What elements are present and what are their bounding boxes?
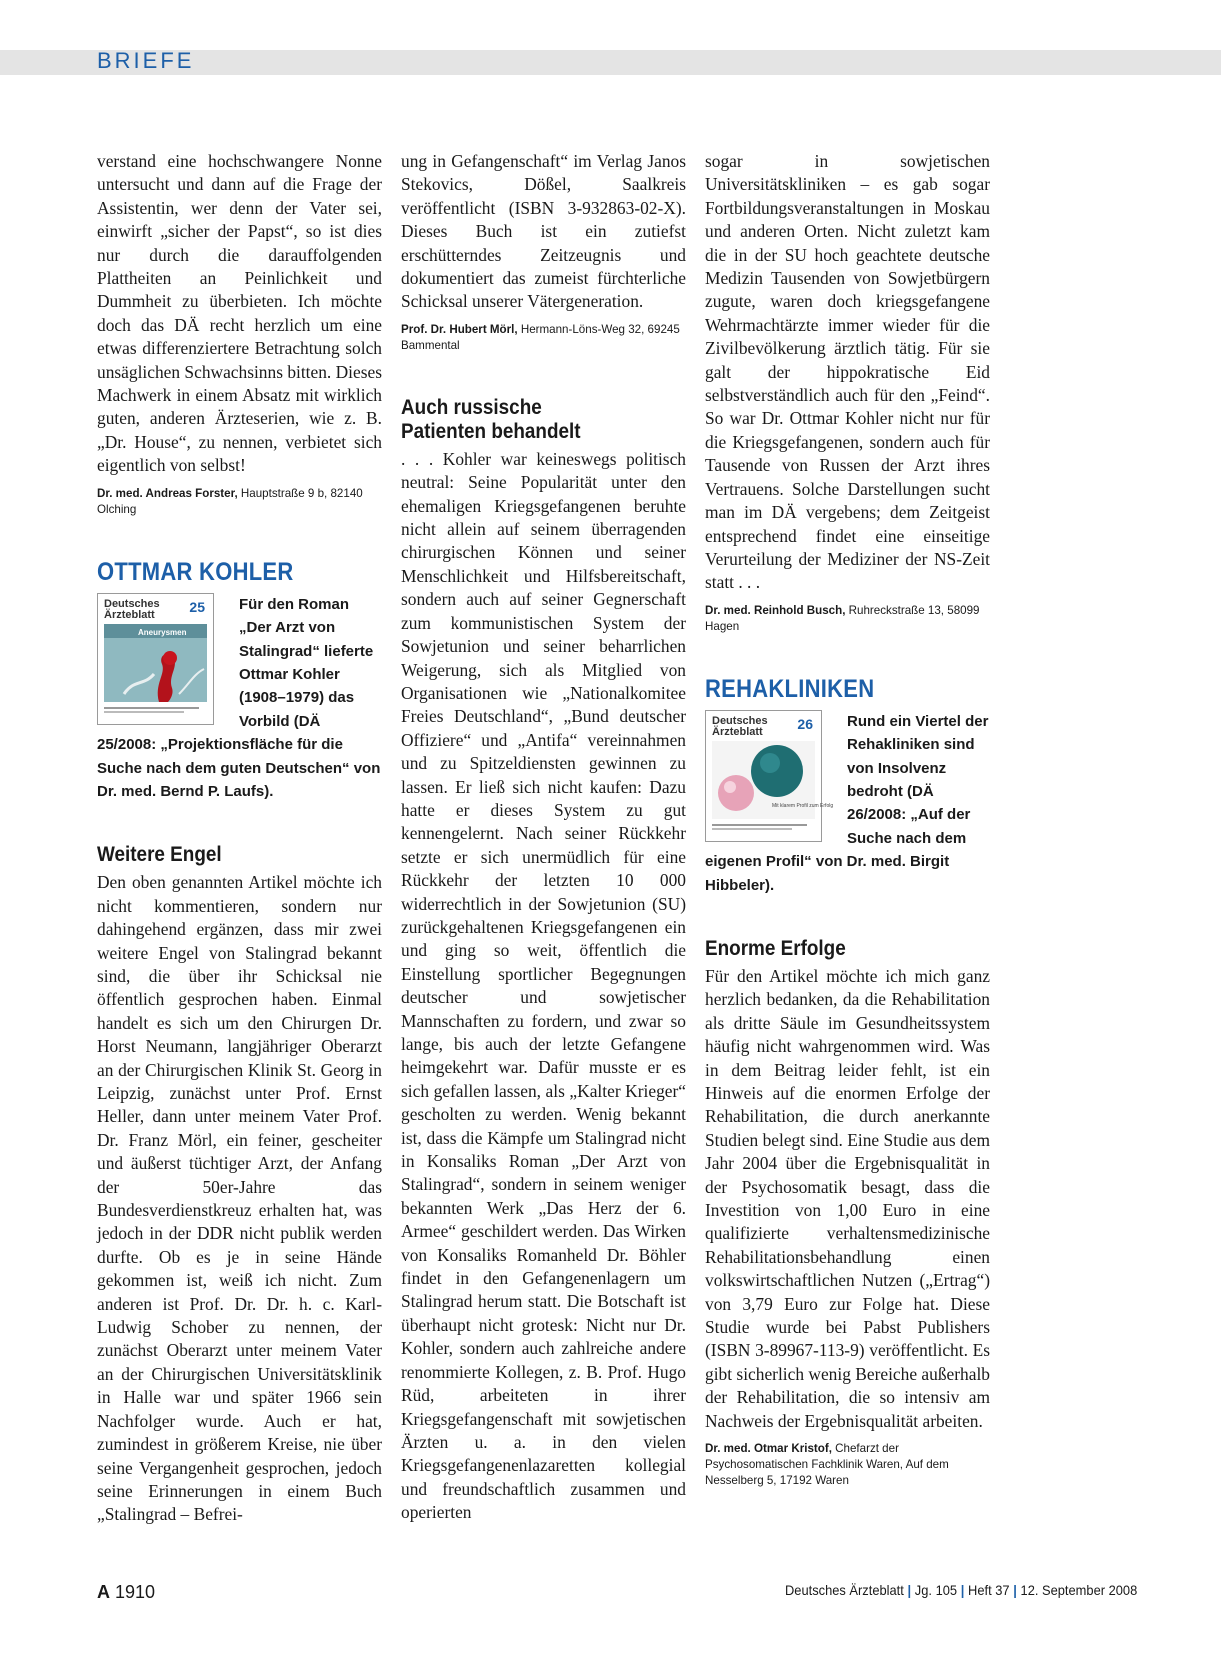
letter-heading: Weitere Engel	[97, 843, 222, 867]
letter-body: Für den Artikel möchte ich mich ganz herzlich bedanken, da die Rehabilitation als dritte Säule im Gesundheitssystem häufig nicht wahrgenommen wird. Was in dem Beitrag leider fehlt, ist ein Hinweis auf die enormen Erfolge der Rehabilitation, die durch anerkannte Studien belegt sind. Eine Studie aus dem Jahr 2004 über die Ergebnisqualität in der Psychosomatik besagt, dass die Investition von 1,00 Euro in eine qualifizierte verhaltensmedizinische Rehabilitationsbehandlung einen volkswirtschaftlichen Nutzen („Ertrag“) von 3,79 Euro zur Folge hat. Diese Studie wurde bei Pabst Publishers (ISBN 3-89967-113-9) veröffentlicht. Es gibt sicherlich wenig Bereiche außerhalb der Rehabilitation, die so intensiv am Nachweis der Ergebnisqualität arbeiten.	[705, 965, 990, 1431]
signature-address: Hermann-Löns-Weg 32, 69245 Bammental	[401, 322, 680, 352]
signature-name: Dr. med. Reinhold Busch,	[705, 603, 846, 617]
magazine-cover-thumbnail	[97, 593, 214, 725]
topic-intro: Rund ein Viertel der Rehakliniken sind von Insolvenz bedroht (DÄ 26/2008: „Auf der Suche nach dem eigenen Profil“ von Dr. med. Birgit Hibbeler).	[705, 712, 989, 894]
cover-footer-lines	[712, 823, 815, 833]
separator: |	[960, 1582, 965, 1598]
cover-issue-number: 25	[189, 598, 205, 615]
journal-date: 12. September 2008	[1020, 1582, 1138, 1598]
separator: |	[1013, 1582, 1017, 1598]
cover-headline: Aneurysmen	[138, 627, 187, 637]
cover-masthead: Deutsches Ärzteblatt	[712, 714, 768, 738]
cover-issue-number: 26	[797, 715, 813, 732]
signature-address: Hauptstraße 9 b, 82140 Olching	[97, 486, 363, 516]
signature-name: Dr. med. Andreas Forster,	[97, 486, 238, 500]
column-1	[97, 150, 382, 1527]
journal-citation	[785, 1582, 1137, 1598]
cover-artwork-aneurysm-image	[104, 624, 207, 702]
journal-volume: Jg. 105	[914, 1582, 958, 1598]
signature-name: Prof. Dr. Hubert Mörl,	[401, 322, 518, 336]
signature-address: Chefarzt der Psychosomatischen Fachklinik Waren, Auf dem Nesselberg 5, 17192 Waren	[705, 1442, 949, 1488]
journal-name: Deutsches Ärzteblatt	[785, 1582, 904, 1598]
topic-intro: Für den Roman „Der Arzt von Stalingrad“ lieferte Ottmar Kohler (1908–1979) das Vorbild (DÄ 25/2008: „Projektionsfläche für die Suche nach dem guten Deutschen“ von Dr. med. Bernd P. Laufs).	[97, 595, 381, 800]
topic-title: OTTMAR KOHLER	[97, 557, 294, 586]
letter-signature	[705, 1441, 990, 1489]
topic-block	[97, 593, 382, 804]
letter-body: . . . Kohler war keineswegs politisch neutral: Seine Popularität unter den ehemaligen Kriegsgefangenen beruhte nicht allein auf seinem überragenden chirurgischen Können und seiner Menschlichkeit und Hilfsbereitschaft, sondern auch auf seiner Gegnerschaft zum kommunistischen System der Sowjetunion und seiner beharrlichen Weigerung, sich als Mitglied von Organisationen wie „Nationalkomitee Freies Deutschland“, „Bund deutscher Offiziere“ und „Antifa“ vereinnahmen und zu Spitzeldiensten gewinnen zu lassen. Er ließ sich nicht kaufen: Dazu hatte er dieses System zu gut kennengelernt. Nach seiner Rückkehr setzte er sich unermüdlich für eine Rückkehr der letzten 10 000 widerrechtlich in der Sowjetunion (SU) zurückgehaltenen Kriegsgefangenen ein und ging so weit, öffentlich die Einstellung sportlicher Begegnungen deutscher und sowjetischer Mannschaften zu fordern, und zwar so lange, bis auch der letzte Gefangene heimgekehrt war. Dafür musste er es sich gefallen lassen, als „Kalter Krieger“ gescholten zu werden. Wenig bekannt ist, dass die Kämpfe um Stalingrad nicht in Konsaliks Roman „Der Arzt von Stalingrad“, sondern in seinem weniger bekannten Werk „Das Herz der 6. Armee“ geschildert werden. Das Wirken von Konsaliks Romanheld Dr. Böhler findet in den Gefangenenlagern um Stalingrad herum statt. Die Botschaft ist überhaupt nicht grotesk: Nicht nur Dr. Kohler, sondern auch zahlreiche andere renommierte Kollegen, z. B. Prof. Hugo Rüd, arbeiteten in ihrer Kriegsgefangenschaft mit sowjetischen Ärzten u. a. in den vielen Kriegsgefangenenlazaretten kollegial und freundschaftlich zusammen und operierten	[401, 448, 686, 1523]
topic-block	[705, 710, 990, 897]
letter-signature	[401, 322, 686, 354]
cover-footer-lines	[104, 706, 207, 716]
cover-artwork-spheres-image	[712, 741, 834, 819]
section-label: BRIEFE	[97, 48, 195, 73]
column-2	[401, 150, 686, 1525]
cover-headline: Mit klarem Profil zum Erfolg	[772, 802, 834, 809]
letter-signature	[97, 486, 382, 518]
page-number	[97, 1582, 155, 1603]
signature-name: Dr. med. Otmar Kristof,	[705, 1442, 832, 1456]
separator: |	[907, 1582, 912, 1598]
magazine-cover-thumbnail	[705, 710, 834, 842]
letter-body: sogar in sowjetischen Universitätskliniken – es gab sogar Fortbildungsveranstaltungen in Moskau und anderen Orten. Nicht zuletzt kam die in der SU hoch geachtete deutsche Medizin Tausenden von Sowjetbürgern zugute, waren doch kriegsgefangene Wehrmachtärzte immer wieder für die Zivilbevölkerung ärztlich tätig. Für sie galt der hippokratische Eid selbstverständlich auch für den „Feind“. So war Dr. Ottmar Kohler nicht nur für die Kriegsgefangenen, sondern auch für Tausende von Russen der Arzt ihres Vertrauens. Solche Darstellungen sucht man im DÄ vergebens; dem Zeitgeist entsprechend findet eine einseitige Verurteilung der Mediziner der NS-Zeit statt . . .	[705, 151, 990, 593]
topic-title: REHAKLINIKEN	[705, 674, 875, 703]
letter-heading: Enorme Erfolge	[705, 936, 846, 960]
signature-address: Ruhreckstraße 13, 58099 Hagen	[705, 603, 980, 633]
page-prefix: A	[97, 1582, 110, 1602]
cover-masthead: Deutsches Ärzteblatt	[104, 597, 160, 621]
page-number-value: 1910	[110, 1582, 156, 1602]
letter-body: Den oben genannten Artikel möchte ich nicht kommentieren, sondern nur dahingehend ergänzen, dass mir zwei weitere Engel von Stalingrad bekannt sind, die über ihr Schicksal nie öffentlich gesprochen haben. Einmal handelt es sich um den Chirurgen Dr. Horst Neumann, langjähriger Oberarzt an der Chirurgischen Klinik St. Georg in Leipzig, zunächst unter Prof. Ernst Heller, dann unter meinem Vater Prof. Dr. Franz Mörl, ein feiner, gescheiter und äußerst tüchtiger Arzt, der Anfang der 50er-Jahre das Bundesverdienstkreuz erhalten hat, was jedoch in der DDR nicht publik werden durfte. Ob es je in seine Hände gekommen ist, weiß ich nicht. Zum anderen ist Prof. Dr. Dr. h. c. Karl-Ludwig Schober zu nennen, der zunächst Oberarzt unter meinem Vater an der Chirurgischen Universitätsklinik in Halle war und später 1966 sein Nachfolger wurde. Auch er hat, zumindest in größerem Kreise, nie über seine Vergangenheit gesprochen, jedoch seine Erinnerungen in einem Buch „Stalingrad – Befrei-	[97, 872, 382, 1525]
letter-heading: Auch russische Patienten behandelt	[401, 395, 581, 443]
journal-issue: Heft 37	[968, 1582, 1010, 1598]
column-3	[705, 150, 990, 1489]
letter-signature	[705, 603, 990, 635]
letter-body: ung in Gefangenschaft“ im Verlag Janos Stekovics, Dößel, Saalkreis veröffentlicht (ISBN 3-932863-02-X). Dieses Buch ist ein zutiefst erschütterndes Zeitzeugnis und dokumentiert das zumeist fürchterliche Schicksal unserer Vätergeneration.	[401, 151, 686, 312]
letter-body: verstand eine hochschwangere Nonne untersucht und dann auf die Frage der Assistentin, wer denn der Vater sei, einwirft „sicher der Papst“, so ist dies nur durch die darauffolgenden Plattheiten an Peinlichkeit und Dummheit zu überbieten. Ich möchte doch das DÄ recht herzlich um eine etwas differenziertere Betrachtung solch unsäglichen Schwachsinns bitten. Dieses Machwerk in einem Absatz mit wirklich guten, anderen Ärzteserien, wie z. B. „Dr. House“, zu nennen, verbietet sich eigentlich von selbst!	[97, 151, 382, 476]
